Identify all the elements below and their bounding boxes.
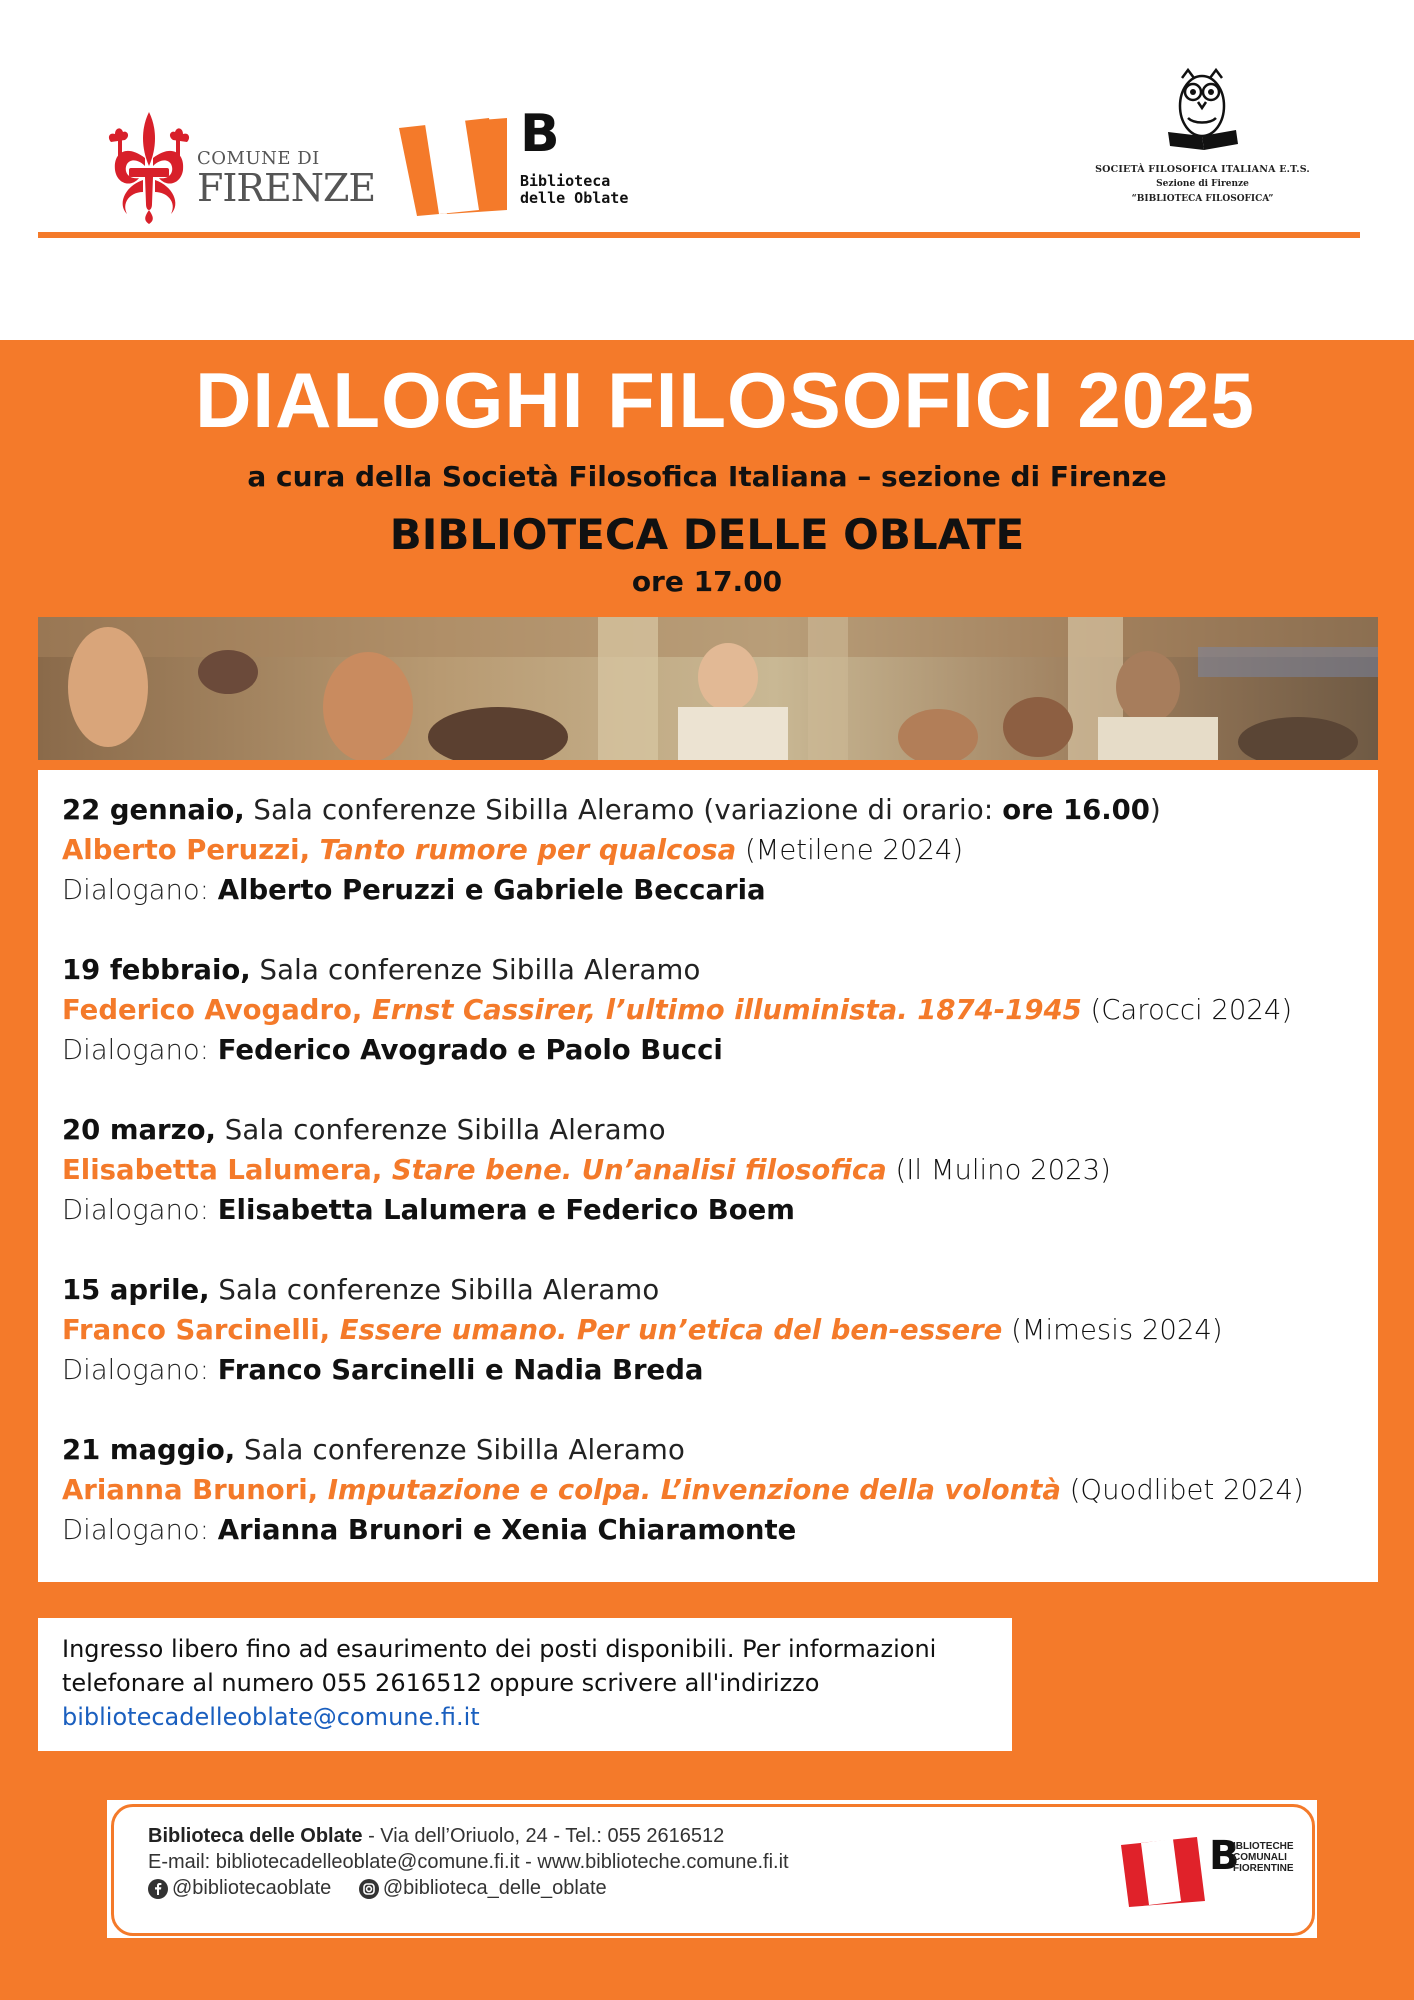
bcf-name-text xyxy=(1233,1841,1313,1874)
info-text xyxy=(62,1632,1002,1734)
event-time-change: ore 16.00 xyxy=(1002,794,1150,826)
event-place-end: ) xyxy=(1149,794,1161,826)
event-author: Federico Avogadro, xyxy=(62,994,372,1026)
event-author: Franco Sarcinelli, xyxy=(62,1314,340,1346)
event-speakers-line xyxy=(62,1030,1372,1070)
info-box xyxy=(38,1618,1012,1751)
event-place: Sala conferenze Sibilla Aleramo xyxy=(259,954,701,986)
oblate-square-icon xyxy=(395,114,515,218)
sfi-name-text: SOCIETÀ FILOSOFICA ITALIANA E.T.S. xyxy=(1095,164,1310,175)
facebook-link[interactable] xyxy=(148,1877,331,1900)
event-publisher: (Metilene 2024) xyxy=(744,834,964,866)
event-publisher: (Quodlibet 2024) xyxy=(1069,1474,1304,1506)
organizer-subtitle: a cura della Società Filosofica Italiana – sezione di Firenze xyxy=(247,460,1167,493)
event-author: Elisabetta Lalumera, xyxy=(62,1154,392,1186)
events-panel xyxy=(38,770,1378,1582)
event-publisher: (Il Mulino 2023) xyxy=(895,1154,1111,1186)
florence-lily-icon xyxy=(105,108,193,226)
event-publisher: (Carocci 2024) xyxy=(1090,994,1293,1026)
societa-filosofica-logo[interactable] xyxy=(1090,64,1315,214)
footer-frame xyxy=(111,1804,1315,1936)
firenze-wordmark xyxy=(197,148,376,210)
event-item xyxy=(62,790,1372,910)
footer-library-name: Biblioteca delle Oblate xyxy=(148,1825,363,1847)
event-speakers-label: Dialogano: xyxy=(62,1194,218,1226)
bcf-line2: COMUNALI xyxy=(1233,1852,1287,1863)
event-speakers: Alberto Peruzzi e Gabriele Beccaria xyxy=(217,874,766,906)
header-divider xyxy=(38,232,1360,238)
oblate-b-letter: B xyxy=(520,104,560,164)
event-speakers-label: Dialogano: xyxy=(62,1514,218,1546)
info-line2: telefonare al numero 055 2616512 oppure scrivere all'indirizzo xyxy=(62,1669,820,1697)
footer-social-line xyxy=(148,1877,629,1905)
footer-address: - Via dell’Oriuolo, 24 - Tel.: 055 2616512 xyxy=(362,1825,725,1847)
event-speakers-label: Dialogano: xyxy=(62,1034,218,1066)
comune-firenze-logo[interactable] xyxy=(105,108,376,228)
event-speakers: Franco Sarcinelli e Nadia Breda xyxy=(217,1354,704,1386)
facebook-handle: @bibliotecaoblate xyxy=(172,1877,332,1899)
instagram-handle: @biblioteca_delle_oblate xyxy=(382,1877,607,1899)
event-place: Sala conferenze Sibilla Aleramo xyxy=(243,1434,686,1466)
event-speakers-line xyxy=(62,870,1372,910)
event-date: 19 febbraio, xyxy=(62,954,251,986)
event-publisher: (Mimesis 2024) xyxy=(1011,1314,1223,1346)
instagram-link[interactable] xyxy=(359,1877,607,1900)
page-title: DIALOGHI FILOSOFICI 2025 xyxy=(195,356,1255,444)
oblate-name-line1: Biblioteca xyxy=(520,172,611,190)
info-email-link[interactable]: bibliotecadelleoblate@comune.fi.it xyxy=(62,1703,480,1731)
sfi-library-text: “BIBLIOTECA FILOSOFICA” xyxy=(1131,194,1274,204)
event-speakers: Elisabetta Lalumera e Federico Boem xyxy=(217,1194,795,1226)
firenze-big-text: FIRENZE xyxy=(197,166,376,210)
event-date-line xyxy=(62,1110,1372,1150)
event-speakers-line xyxy=(62,1350,1372,1390)
header xyxy=(0,0,1414,340)
event-book-line xyxy=(62,1150,1372,1190)
event-item xyxy=(62,1110,1372,1230)
oblate-name-text xyxy=(520,173,640,207)
sfi-section-text: Sezione di Firenze xyxy=(1156,179,1249,189)
event-author: Arianna Brunori, xyxy=(62,1474,328,1506)
firenze-small-text: COMUNE DI xyxy=(197,148,320,169)
event-book-title: Tanto rumore per qualcosa xyxy=(319,834,737,866)
event-item xyxy=(62,1270,1372,1390)
venue-heading: BIBLIOTECA DELLE OBLATE xyxy=(389,510,1025,559)
event-speakers-label: Dialogano: xyxy=(62,1354,218,1386)
event-book-line xyxy=(62,1310,1372,1350)
event-date-line xyxy=(62,1270,1372,1310)
biblioteca-oblate-logo[interactable] xyxy=(395,104,629,220)
event-date: 21 maggio, xyxy=(62,1434,236,1466)
instagram-icon xyxy=(359,1879,379,1899)
event-author: Alberto Peruzzi, xyxy=(62,834,320,866)
bcf-line3: FIORENTINE xyxy=(1233,1863,1294,1874)
event-place: Sala conferenze Sibilla Aleramo xyxy=(218,1274,660,1306)
event-book-title: Ernst Cassirer, l’ultimo illuminista. 1874-1945 xyxy=(371,994,1082,1026)
event-book-line xyxy=(62,830,1372,870)
event-speakers-line xyxy=(62,1190,1372,1230)
event-book-title: Imputazione e colpa. L’invenzione della volontà xyxy=(327,1474,1061,1506)
start-time: ore 17.00 xyxy=(631,565,783,598)
biblioteche-comunali-logo[interactable] xyxy=(1119,1835,1299,1915)
event-date-line xyxy=(62,790,1372,830)
event-date: 20 marzo, xyxy=(62,1114,216,1146)
event-book-title: Stare bene. Un’analisi filosofica xyxy=(391,1154,887,1186)
event-item xyxy=(62,1430,1372,1550)
classical-painting-illustration xyxy=(38,617,1378,760)
event-book-line xyxy=(62,990,1372,1030)
event-speakers-line xyxy=(62,1510,1372,1550)
event-date: 15 aprile, xyxy=(62,1274,210,1306)
oblate-name-line2: delle Oblate xyxy=(520,189,629,207)
event-date-line xyxy=(62,950,1372,990)
event-book-title: Essere umano. Per un’etica del ben-essere xyxy=(339,1314,1003,1346)
event-speakers: Arianna Brunori e Xenia Chiaramonte xyxy=(217,1514,797,1546)
event-speakers-label: Dialogano: xyxy=(62,874,218,906)
event-book-line xyxy=(62,1470,1372,1510)
facebook-icon xyxy=(148,1879,168,1899)
event-date: 22 gennaio, xyxy=(62,794,245,826)
owl-icon xyxy=(1162,64,1242,152)
bcf-square-icon xyxy=(1119,1835,1207,1909)
bcf-line1: IBLIOTECHE xyxy=(1233,1841,1294,1852)
bcf-b-letter: B xyxy=(1209,1833,1240,1879)
footer xyxy=(107,1800,1317,1938)
footer-email-line[interactable]: E-mail: bibliotecadelleoblate@comune.fi.it - www.biblioteche.comune.fi.it xyxy=(148,1851,789,1873)
event-place: Sala conferenze Sibilla Aleramo xyxy=(224,1114,666,1146)
event-place: Sala conferenze Sibilla Aleramo (variazione di orario: xyxy=(253,794,1003,826)
banner-painting xyxy=(38,617,1378,760)
info-line1: Ingresso libero fino ad esaurimento dei posti disponibili. Per informazioni xyxy=(62,1635,937,1663)
footer-address-line xyxy=(148,1825,724,1848)
event-item xyxy=(62,950,1372,1070)
event-speakers: Federico Avogrado e Paolo Bucci xyxy=(217,1034,723,1066)
event-date-line xyxy=(62,1430,1372,1470)
